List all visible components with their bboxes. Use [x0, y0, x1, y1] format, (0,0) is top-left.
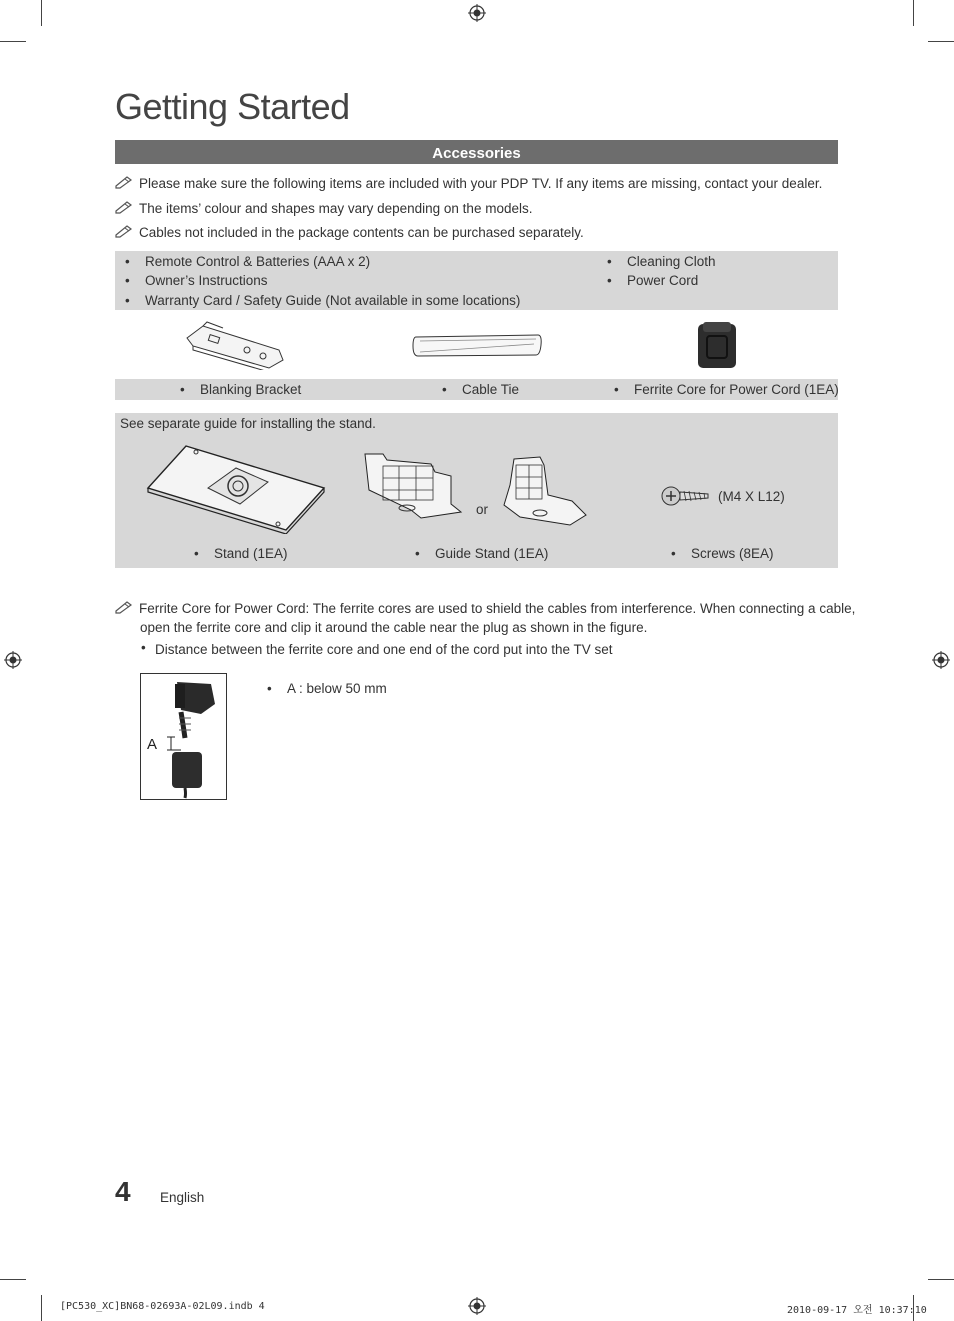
- note-text: Please make sure the following items are included with your PDP TV. If any items are missing, contact your dealer.: [139, 176, 823, 191]
- crop-mark: [928, 41, 954, 42]
- stand-box-heading: See separate guide for installing the stand.: [120, 416, 376, 431]
- sub-bullet-marker: •: [141, 640, 146, 655]
- pencil-note-icon: [115, 200, 133, 214]
- note-text: Ferrite Core for Power Cord: The ferrite cores are used to shield the cables from interference. When connecting a cable,: [139, 601, 856, 616]
- page-number: 4: [115, 1176, 131, 1207]
- pencil-note-icon: [115, 600, 133, 614]
- guide-stand-alt-illustration: [500, 455, 590, 527]
- registration-mark-icon: [4, 651, 22, 669]
- note-colour-shapes: [115, 200, 532, 216]
- list-item: • A : below 50 mm: [287, 681, 387, 696]
- note-items-included: [115, 175, 822, 191]
- guide-stand-illustration: [361, 450, 465, 520]
- crop-mark: [41, 0, 42, 26]
- print-slug-right: 2010-09-17 오전 10:37:10: [787, 1305, 927, 1316]
- list-item: • Warranty Card / Safety Guide (Not available in some locations): [145, 293, 520, 308]
- ferrite-figure: [140, 673, 227, 800]
- list-item: • Blanking Bracket: [200, 382, 301, 397]
- or-label: or: [476, 502, 489, 517]
- figure-label-a: A: [147, 736, 158, 753]
- list-item: • Cable Tie: [462, 382, 519, 397]
- list-item: • Ferrite Core for Power Cord (1EA): [634, 382, 839, 397]
- list-item: • Guide Stand (1EA): [435, 546, 548, 561]
- note-text: Cables not included in the package contents can be purchased separately.: [139, 225, 584, 240]
- registration-mark-icon: [468, 1297, 486, 1315]
- note-text-continued: open the ferrite core and clip it around the cable near the plug as shown in the figure.: [140, 620, 648, 635]
- registration-mark-icon: [932, 651, 950, 669]
- crop-mark: [913, 0, 914, 26]
- crop-mark: [928, 1279, 954, 1280]
- list-item: • Remote Control & Batteries (AAA x 2): [145, 254, 370, 269]
- registration-mark-icon: [468, 4, 486, 22]
- print-slug-left: [PC530_XC]BN68-02693A-02L09.indb 4: [60, 1301, 265, 1312]
- section-header-accessories: Accessories: [115, 140, 838, 164]
- crop-mark: [0, 1279, 26, 1280]
- list-item: • Cleaning Cloth: [627, 254, 716, 269]
- stand-illustration: [146, 442, 326, 534]
- cable-tie-illustration: [412, 333, 542, 358]
- blanking-bracket-illustration: [183, 320, 287, 370]
- list-item: • Screws (8EA): [691, 546, 774, 561]
- screw-spec: (M4 X L12): [718, 489, 785, 504]
- screw-icon: [660, 484, 710, 508]
- list-item: • Owner’s Instructions: [145, 273, 268, 288]
- crop-mark: [41, 1295, 42, 1321]
- page-title: Getting Started: [115, 86, 350, 127]
- ferrite-core-illustration: [695, 320, 739, 370]
- sub-bullet-text: Distance between the ferrite core and one end of the cord put into the TV set: [155, 642, 613, 657]
- pencil-note-icon: [115, 224, 133, 238]
- pencil-note-icon: [115, 175, 133, 189]
- list-item: • Power Cord: [627, 273, 698, 288]
- note-cables: [115, 224, 584, 240]
- list-item: • Stand (1EA): [214, 546, 288, 561]
- crop-mark: [0, 41, 26, 42]
- footer-language: English: [160, 1190, 205, 1205]
- note-text: The items’ colour and shapes may vary depending on the models.: [139, 201, 533, 216]
- note-ferrite-core: [115, 600, 855, 616]
